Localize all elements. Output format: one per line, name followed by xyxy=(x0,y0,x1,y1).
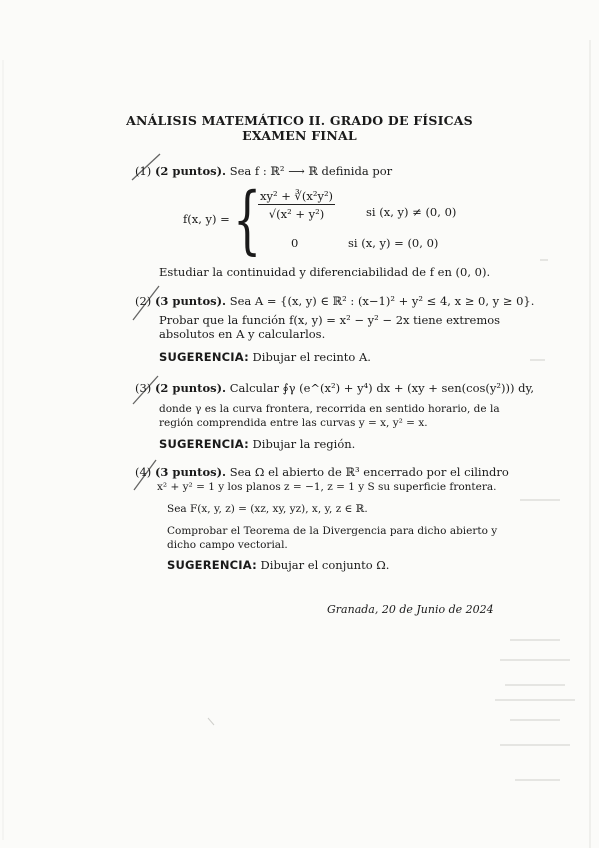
case-2-condition: si (x, y) = (0, 0) xyxy=(348,236,439,250)
problem-2-hint-label: SUGERENCIA: xyxy=(159,350,249,364)
problem-3-hint-text: Dibujar la región. xyxy=(252,437,356,451)
problem-3-points: (2 puntos). xyxy=(154,381,227,395)
problem-4-points: (3 puntos). xyxy=(154,465,227,479)
cases-brace: { xyxy=(233,177,262,263)
function-lhs: f(x, y) = xyxy=(183,212,230,226)
problem-4-statement-1: Comprobar el Teorema de la Divergencia para dicho abierto y xyxy=(167,525,498,537)
problem-1-intro: Sea f : ℝ² ⟶ ℝ definida por xyxy=(229,164,393,178)
problem-3-number: (3) xyxy=(135,381,152,395)
problem-4-field: Sea F(x, y, z) = (xz, xy, yz), x, y, z ∈ ℝ. xyxy=(167,503,368,515)
problem-4-intro-2: x² + y² = 1 y los planos z = −1, z = 1 y S su superficie frontera. xyxy=(157,481,497,493)
problem-1-statement: Estudiar la continuidad y diferenciabilidad de f en (0, 0). xyxy=(159,265,491,279)
case-2-value: 0 xyxy=(291,236,299,250)
problem-2-statement-2: absolutos en A y calcularlos. xyxy=(159,327,326,341)
problem-4-number: (4) xyxy=(135,465,152,479)
problem-4-statement-2: dicho campo vectorial. xyxy=(167,539,288,551)
problem-4-hint-text: Dibujar el conjunto Ω. xyxy=(260,558,390,572)
problem-2-intro: Sea A = {(x, y) ∈ ℝ² : (x−1)² + y² ≤ 4, x ≥ 0, y ≥ 0}. xyxy=(229,294,535,308)
problem-2-number: (2) xyxy=(135,294,152,308)
problem-2-statement-1: Probar que la función f(x, y) = x² − y² − 2x tiene extremos xyxy=(159,313,501,327)
problem-4-intro: Sea Ω el abierto de ℝ³ encerrado por el cilindro xyxy=(229,465,509,479)
problem-2-hint-text: Dibujar el recinto A. xyxy=(252,350,371,364)
place-date: Granada, 20 de Junio de 2024 xyxy=(327,603,494,616)
problem-2-points: (3 puntos). xyxy=(154,294,227,308)
case-1-condition: si (x, y) ≠ (0, 0) xyxy=(366,205,457,219)
problem-4-hint-label: SUGERENCIA: xyxy=(167,558,257,572)
problem-3-statement-2: región comprendida entre las curvas y = x, y² = x. xyxy=(159,417,428,429)
problem-1-points: (2 puntos). xyxy=(154,164,227,178)
case-1-denominator: √(x² + y²) xyxy=(268,207,325,221)
exam-subtitle: EXAMEN FINAL xyxy=(242,128,357,143)
problem-3-hint-label: SUGERENCIA: xyxy=(159,437,249,451)
problem-3-intro: Calcular ∮γ (e^(x²) + y⁴) dx + (xy + sen(cos(y²))) dy, xyxy=(229,381,535,395)
exam-title: ANÁLISIS MATEMÁTICO II. GRADO DE FÍSICAS xyxy=(126,113,473,128)
case-1-numerator: xy² + ∛(x²y²) xyxy=(260,189,334,203)
problem-3-statement-1: donde γ es la curva frontera, recorrida en sentido horario, de la xyxy=(159,403,500,415)
problem-1-number: (1) xyxy=(135,164,152,178)
